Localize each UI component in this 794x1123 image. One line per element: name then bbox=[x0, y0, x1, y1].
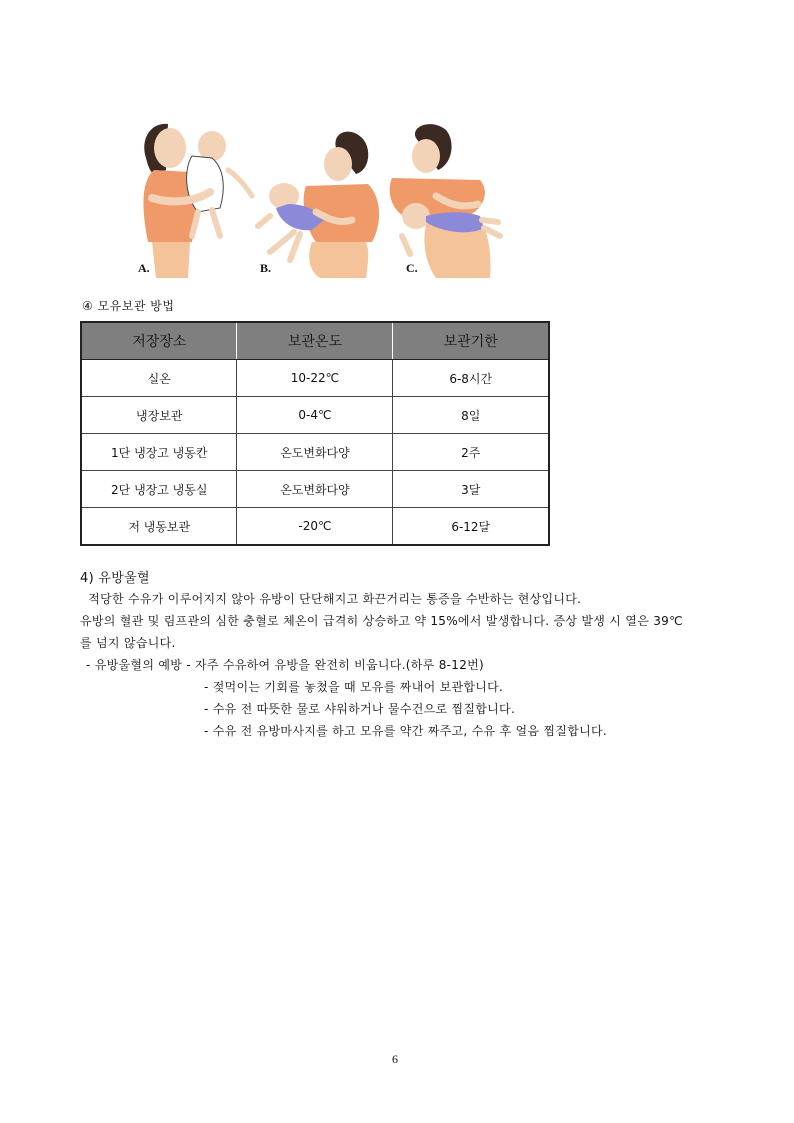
header-storage-temperature: 보관온도 bbox=[237, 322, 393, 360]
figure-c-mother-cradle-hold bbox=[390, 124, 500, 278]
table-row bbox=[81, 434, 549, 471]
cell-place: 2단 냉장고 냉동실 bbox=[81, 471, 237, 508]
cell-duration: 2주 bbox=[393, 434, 549, 471]
table-row bbox=[81, 360, 549, 397]
cell-duration: 8일 bbox=[393, 397, 549, 434]
cell-place: 저 냉동보관 bbox=[81, 508, 237, 546]
prevention-item: - 수유 전 유방마사지를 하고 모유를 약간 짜주고, 수유 후 얼음 찜질합니다. bbox=[204, 724, 607, 738]
figure-b-mother-football-hold bbox=[258, 132, 379, 278]
cell-duration: 6-8시간 bbox=[393, 360, 549, 397]
table-header-row bbox=[81, 322, 549, 360]
cell-temperature: 10-22℃ bbox=[237, 360, 393, 397]
engorgement-paragraph-line: 적당한 수유가 이루어지지 않아 유방이 단단해지고 화끈거리는 통증을 수반하는 현상입니다. bbox=[80, 592, 582, 606]
figure-a-label: A. bbox=[138, 261, 150, 275]
cell-temperature: -20℃ bbox=[237, 508, 393, 546]
cell-temperature: 온도변화다양 bbox=[237, 471, 393, 508]
page-number: 6 bbox=[392, 1052, 398, 1066]
figure-a-mother-shoulder-hold bbox=[138, 124, 252, 278]
table-row bbox=[81, 397, 549, 434]
prevention-item: - 수유 전 따뜻한 물로 샤워하거나 물수건으로 찜질합니다. bbox=[204, 702, 516, 716]
engorgement-paragraph-line: 유방의 혈관 및 림프관의 심한 충혈로 체온이 급격히 상승하고 약 15%에서 발생합니다. 증상 발생 시 열은 39℃ bbox=[80, 614, 683, 628]
figure-c-label: C. bbox=[406, 261, 418, 275]
engorgement-paragraph-line: 를 넘지 않습니다. bbox=[80, 636, 176, 650]
cell-place: 냉장보관 bbox=[81, 397, 237, 434]
cell-place: 실온 bbox=[81, 360, 237, 397]
table-row bbox=[81, 471, 549, 508]
breastfeeding-positions-illustration bbox=[80, 112, 580, 278]
cell-temperature: 0-4℃ bbox=[237, 397, 393, 434]
prevention-heading: - 유방울혈의 예방 - 자주 수유하여 유방을 완전히 비웁니다.(하루 8-12번) bbox=[86, 658, 484, 672]
positions-svg bbox=[80, 112, 580, 278]
header-storage-duration: 보관기한 bbox=[393, 322, 549, 360]
cell-place: 1단 냉장고 냉동칸 bbox=[81, 434, 237, 471]
header-storage-place: 저장장소 bbox=[81, 322, 237, 360]
cell-duration: 3달 bbox=[393, 471, 549, 508]
breastmilk-storage-table bbox=[80, 321, 550, 546]
figure-b-label: B. bbox=[260, 261, 272, 275]
prevention-item: - 젖먹이는 기회를 놓쳤을 때 모유를 짜내어 보관합니다. bbox=[204, 680, 504, 694]
storage-method-heading: ④ 모유보관 방법 bbox=[82, 299, 175, 313]
table-row bbox=[81, 508, 549, 546]
engorgement-heading: 4) 유방울혈 bbox=[80, 571, 150, 586]
cell-duration: 6-12달 bbox=[393, 508, 549, 546]
cell-temperature: 온도변화다양 bbox=[237, 434, 393, 471]
